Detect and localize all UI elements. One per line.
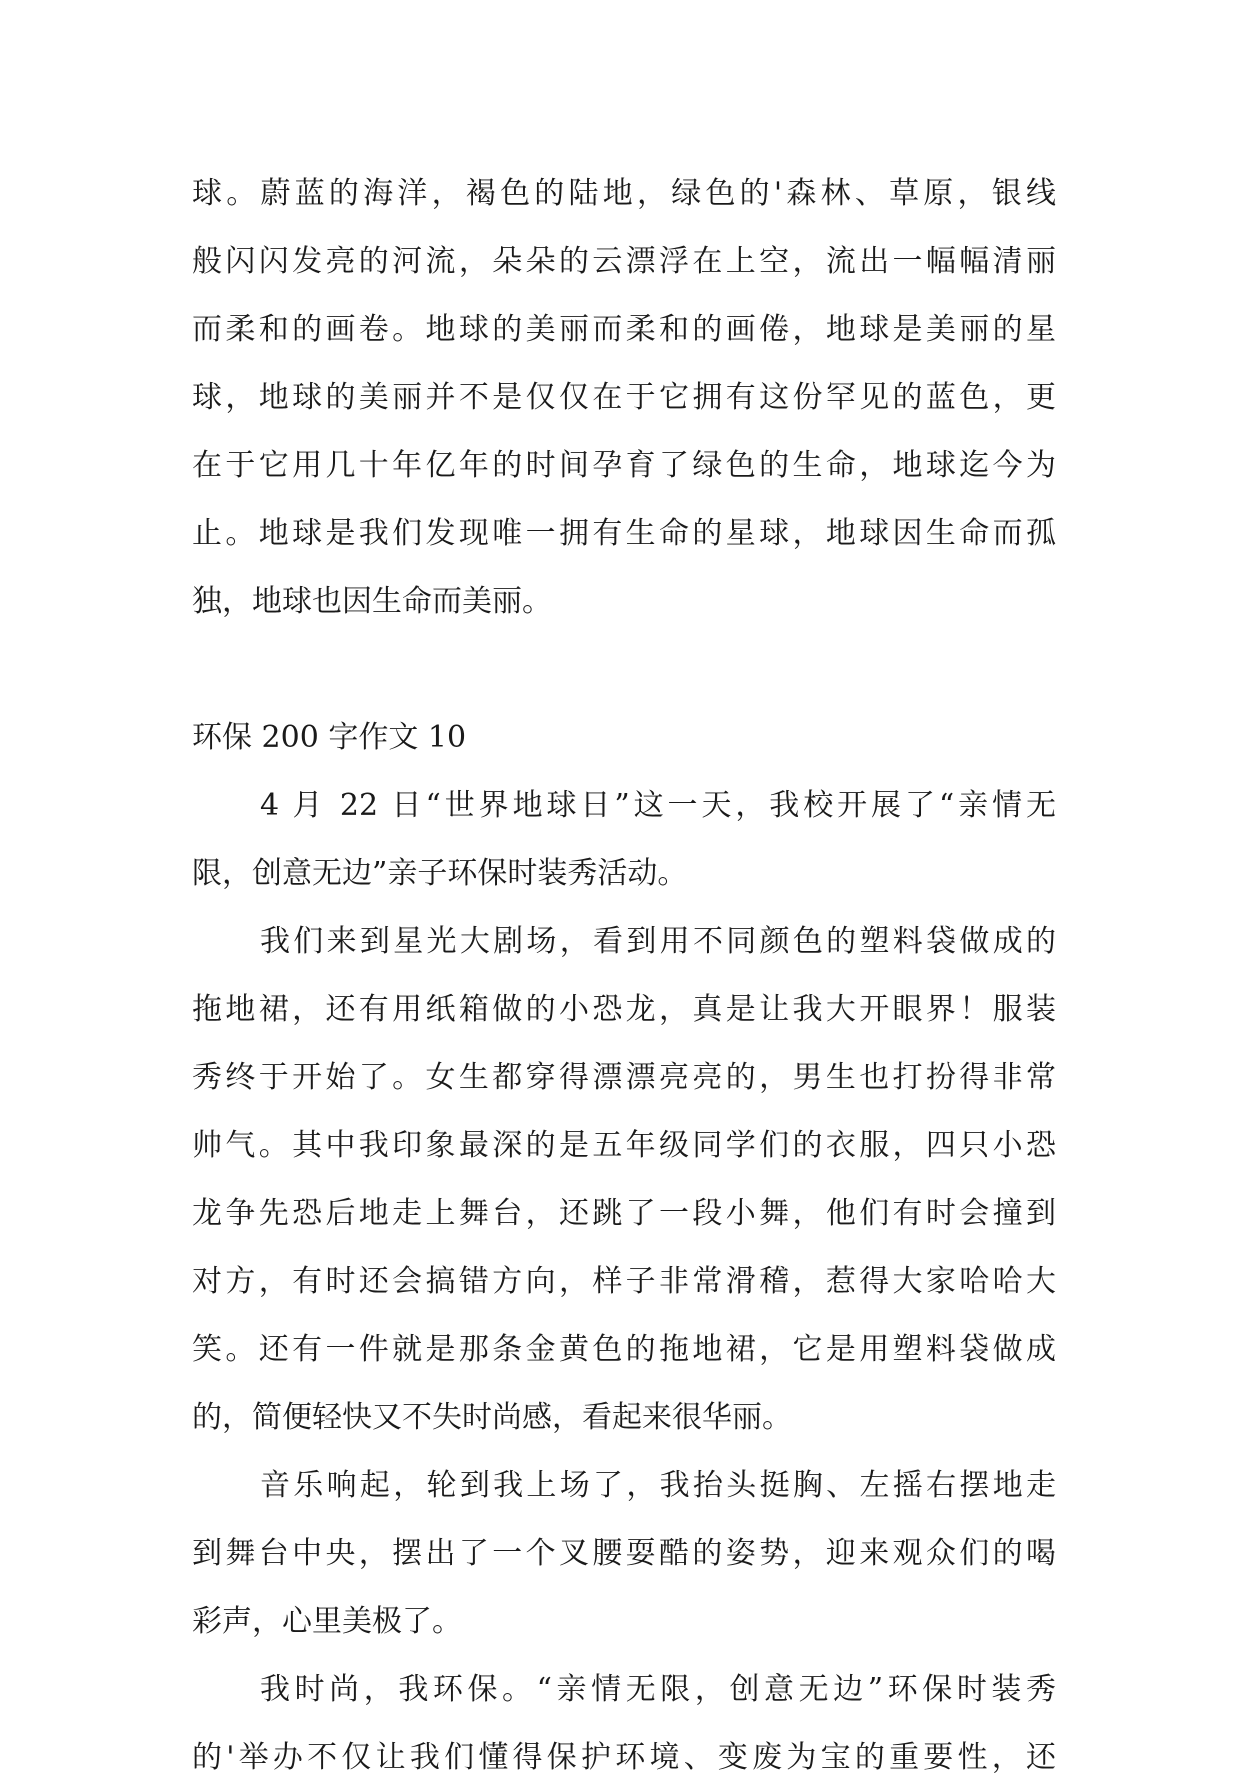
text-line: 音乐响起，轮到我上场了，我抬头挺胸、左摇右摆地走: [260, 1468, 1056, 1503]
text-line: 4 月 22 日“世界地球日”这一天，我校开展了“亲情无: [260, 788, 1056, 823]
text-line: 龙争先恐后地走上舞台，还跳了一段小舞，他们有时会撞到: [192, 1196, 1056, 1231]
paragraph: [192, 772, 1056, 908]
text-line: 彩声，心里美极了。: [192, 1604, 462, 1639]
text-line: 般闪闪发亮的河流，朵朵的云漂浮在上空，流出一幅幅清丽: [192, 244, 1056, 279]
document-page: [192, 160, 1056, 1792]
section-heading: 环保 200 字作文 10: [192, 720, 467, 755]
text-line: 而柔和的画卷。地球的美丽而柔和的画倦，地球是美丽的星: [192, 312, 1056, 347]
text-line: 的'举办不仅让我们懂得保护环境、变废为宝的重要性，还: [192, 1740, 1056, 1775]
text-line: 限，创意无边”亲子环保时装秀活动。: [192, 856, 688, 891]
paragraph-gap: [192, 636, 1056, 704]
text-line: 我们来到星光大剧场，看到用不同颜色的塑料袋做成的: [260, 924, 1056, 959]
text-line: 笑。还有一件就是那条金黄色的拖地裙，它是用塑料袋做成: [192, 1332, 1056, 1367]
paragraph: [192, 1656, 1056, 1792]
intro-paragraph: [192, 160, 1056, 636]
text-line: 的，简便轻快又不失时尚感，看起来很华丽。: [192, 1400, 792, 1435]
text-line: 球，地球的美丽并不是仅仅在于它拥有这份罕见的蓝色，更: [192, 380, 1056, 415]
text-line: 秀终于开始了。女生都穿得漂漂亮亮的，男生也打扮得非常: [192, 1060, 1056, 1095]
text-line: 在于它用几十年亿年的时间孕育了绿色的生命，地球迄今为: [192, 448, 1056, 483]
text-line: 止。地球是我们发现唯一拥有生命的星球，地球因生命而孤: [192, 516, 1056, 551]
text-line: 帅气。其中我印象最深的是五年级同学们的衣服，四只小恐: [192, 1128, 1056, 1163]
text-line: 我时尚，我环保。“亲情无限，创意无边”环保时装秀: [260, 1672, 1056, 1707]
text-line: 到舞台中央，摆出了一个叉腰耍酷的姿势，迎来观众们的喝: [192, 1536, 1056, 1571]
text-line: 对方，有时还会搞错方向，样子非常滑稽，惹得大家哈哈大: [192, 1264, 1056, 1299]
paragraph: [192, 908, 1056, 1452]
paragraph: [192, 1452, 1056, 1656]
text-line: 独，地球也因生命而美丽。: [192, 584, 552, 619]
text-line: 拖地裙，还有用纸箱做的小恐龙，真是让我大开眼界！服装: [192, 992, 1056, 1027]
text-line: 球。蔚蓝的海洋，褐色的陆地，绿色的'森林、草原，银线: [192, 176, 1056, 211]
